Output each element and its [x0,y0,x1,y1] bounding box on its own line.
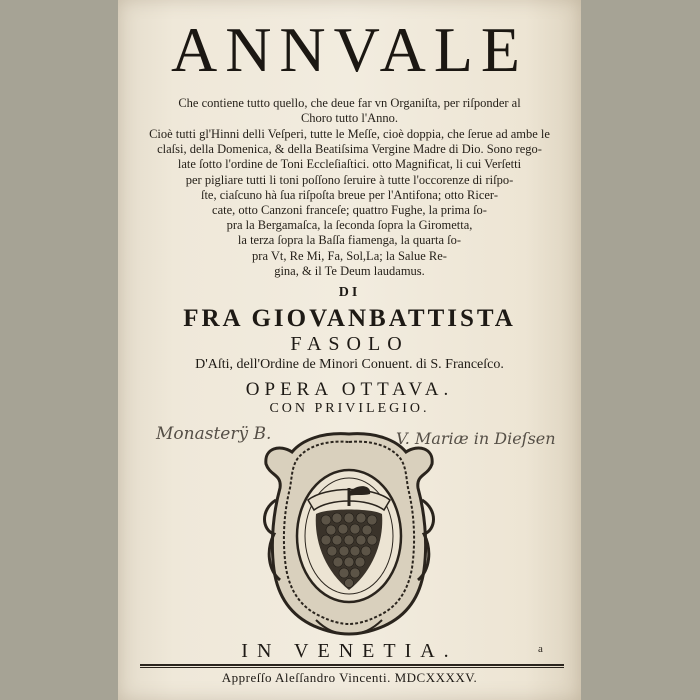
description-line: claſsi, della Domenica, & della Beatiſsima Vergine Madre di Dio. Sono rego- [157,142,542,157]
order-line: D'Aſti, dell'Ordine de Minori Conuent. di S. Franceſco. [195,357,504,372]
description-line: per pigliare tutti li toni poſſono ſeruire à tutte l'occorenze di riſpo- [185,172,514,187]
book-title: ANNVALE [170,14,529,85]
description-line: gina, & il Te Deum laudamus. [274,263,425,278]
author-surname: FASOLO [290,333,409,355]
handwritten-provenance-left: Monasterÿ B. [156,424,272,444]
author-name: FRA GIOVANBATTISTA [183,305,516,332]
description-line: Cioè tutti gl'Hinni delli Veſperi, tutte le Meſſe, cioè doppia, che ſerue ad ambe le [149,127,550,141]
description-line: ſte, ciaſcuno hà ſua riſpoſta breue per l'Antifona; otto Ricer- [200,187,499,202]
imprint-place: IN VENETIA. [241,640,458,662]
di-label: DI [338,285,361,300]
subtitle-line: Choro tutto l'Anno. [300,111,399,126]
printer-line: Appreſſo Aleſſandro Vincenti. MDCXXXXV. [221,670,478,685]
description-line: pra la Bergamaſca, la ſeconda ſopra la Girometta, [226,218,473,233]
description-line: la terza ſopra la Baſſa fiamenga, la quarta ſo- [237,233,462,248]
description-line: cate, otto Canzoni franceſe; quattro Fughe, la prima ſo- [212,203,487,218]
subtitle [118,96,581,126]
subtitle-line: Che contiene tutto quello, che deue far vn Organiſta, per riſponder al [178,96,521,110]
privilege-line: CON PRIVILEGIO. [269,401,430,416]
contents-description [118,127,581,279]
description-line: pra Vt, Re Mi, Fa, Sol,La; la Salue Re- [252,248,447,263]
imprint-rule-thin [140,667,564,668]
opera-number: OPERA OTTAVA. [245,379,454,400]
title-page [118,0,581,700]
grape-cluster-crest-icon [256,430,442,636]
handwritten-provenance-right: V. Mariæ in Dieſsen [396,429,556,448]
description-line: late ſotto l'ordine de Toni Eccleſiaſtici. otto Magnificat, li cui Verſetti [177,157,522,172]
imprint-rule [140,664,564,666]
signature-mark: a [538,643,543,655]
